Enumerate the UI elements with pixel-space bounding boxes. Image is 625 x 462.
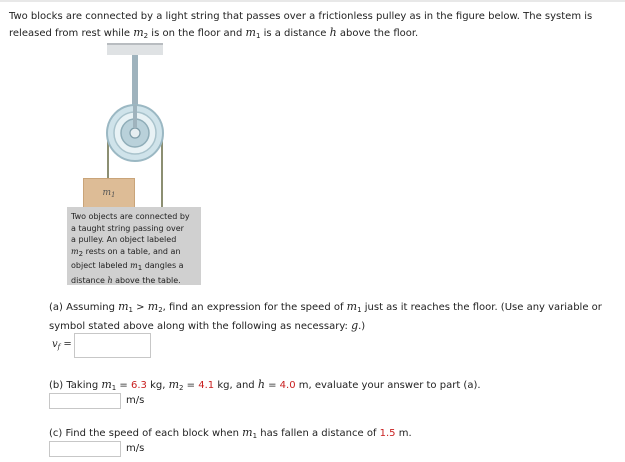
intro-text: above the floor. [336,28,419,39]
part-c-question: (c) Find the speed of each block when $m_1$ has fallen a distance of 1.5 m. [49,426,412,440]
pulley-wheel-icon [105,103,165,163]
pulley-rod [132,55,138,109]
figure-caption: Two objects are connected by a taught string passing over a pulley. An object labeled $m_2$ rests on a table, and an object labeled $m_1$ dangles a distance h above the table. [67,207,201,285]
subscript: 1 [255,32,261,40]
block-label: $m_1$ [102,187,116,199]
top-divider [0,0,625,2]
part-b-question: (b) Taking $m_1 = 6.3$ kg, $m_2 = 4.1$ kg, and h = 4.0 m, evaluate your answer to part (a). [49,378,481,392]
part-c-unit: m/s [126,443,145,454]
m1-value: 6.3 [131,380,147,391]
distance-value: 1.5 [379,428,396,439]
part-a-question: (a) Assuming $m_1 > m_2$, find an expression for the speed of $m_1$ just as it reaches the floor. (Use any variable or symbol stated above along with the following as necessary: g.) [49,300,602,332]
var-h: h [329,26,337,39]
part-a-answer-input[interactable] [74,333,151,358]
var-m2: m [133,26,144,39]
block-m1 [83,178,135,208]
intro-text: is on the floor and [148,28,246,39]
m2-value: 4.1 [198,380,215,391]
var-m1: m [245,26,256,39]
h-value: 4.0 [279,380,296,391]
part-b-answer-input[interactable] [49,393,121,409]
intro-text: released from rest while [9,28,134,39]
vf-label: $v_f$ = [52,339,72,351]
part-c-answer-input[interactable] [49,441,121,457]
intro-line-1: Two blocks are connected by a light string that passes over a frictionless pulley as in the figure below. The system is [9,11,593,22]
problem-statement [9,9,615,44]
pulley-figure [60,40,205,290]
part-b-unit: m/s [126,395,145,406]
subscript: 2 [143,32,149,40]
intro-text: is a distance [260,28,330,39]
ceiling-mount [107,43,163,55]
